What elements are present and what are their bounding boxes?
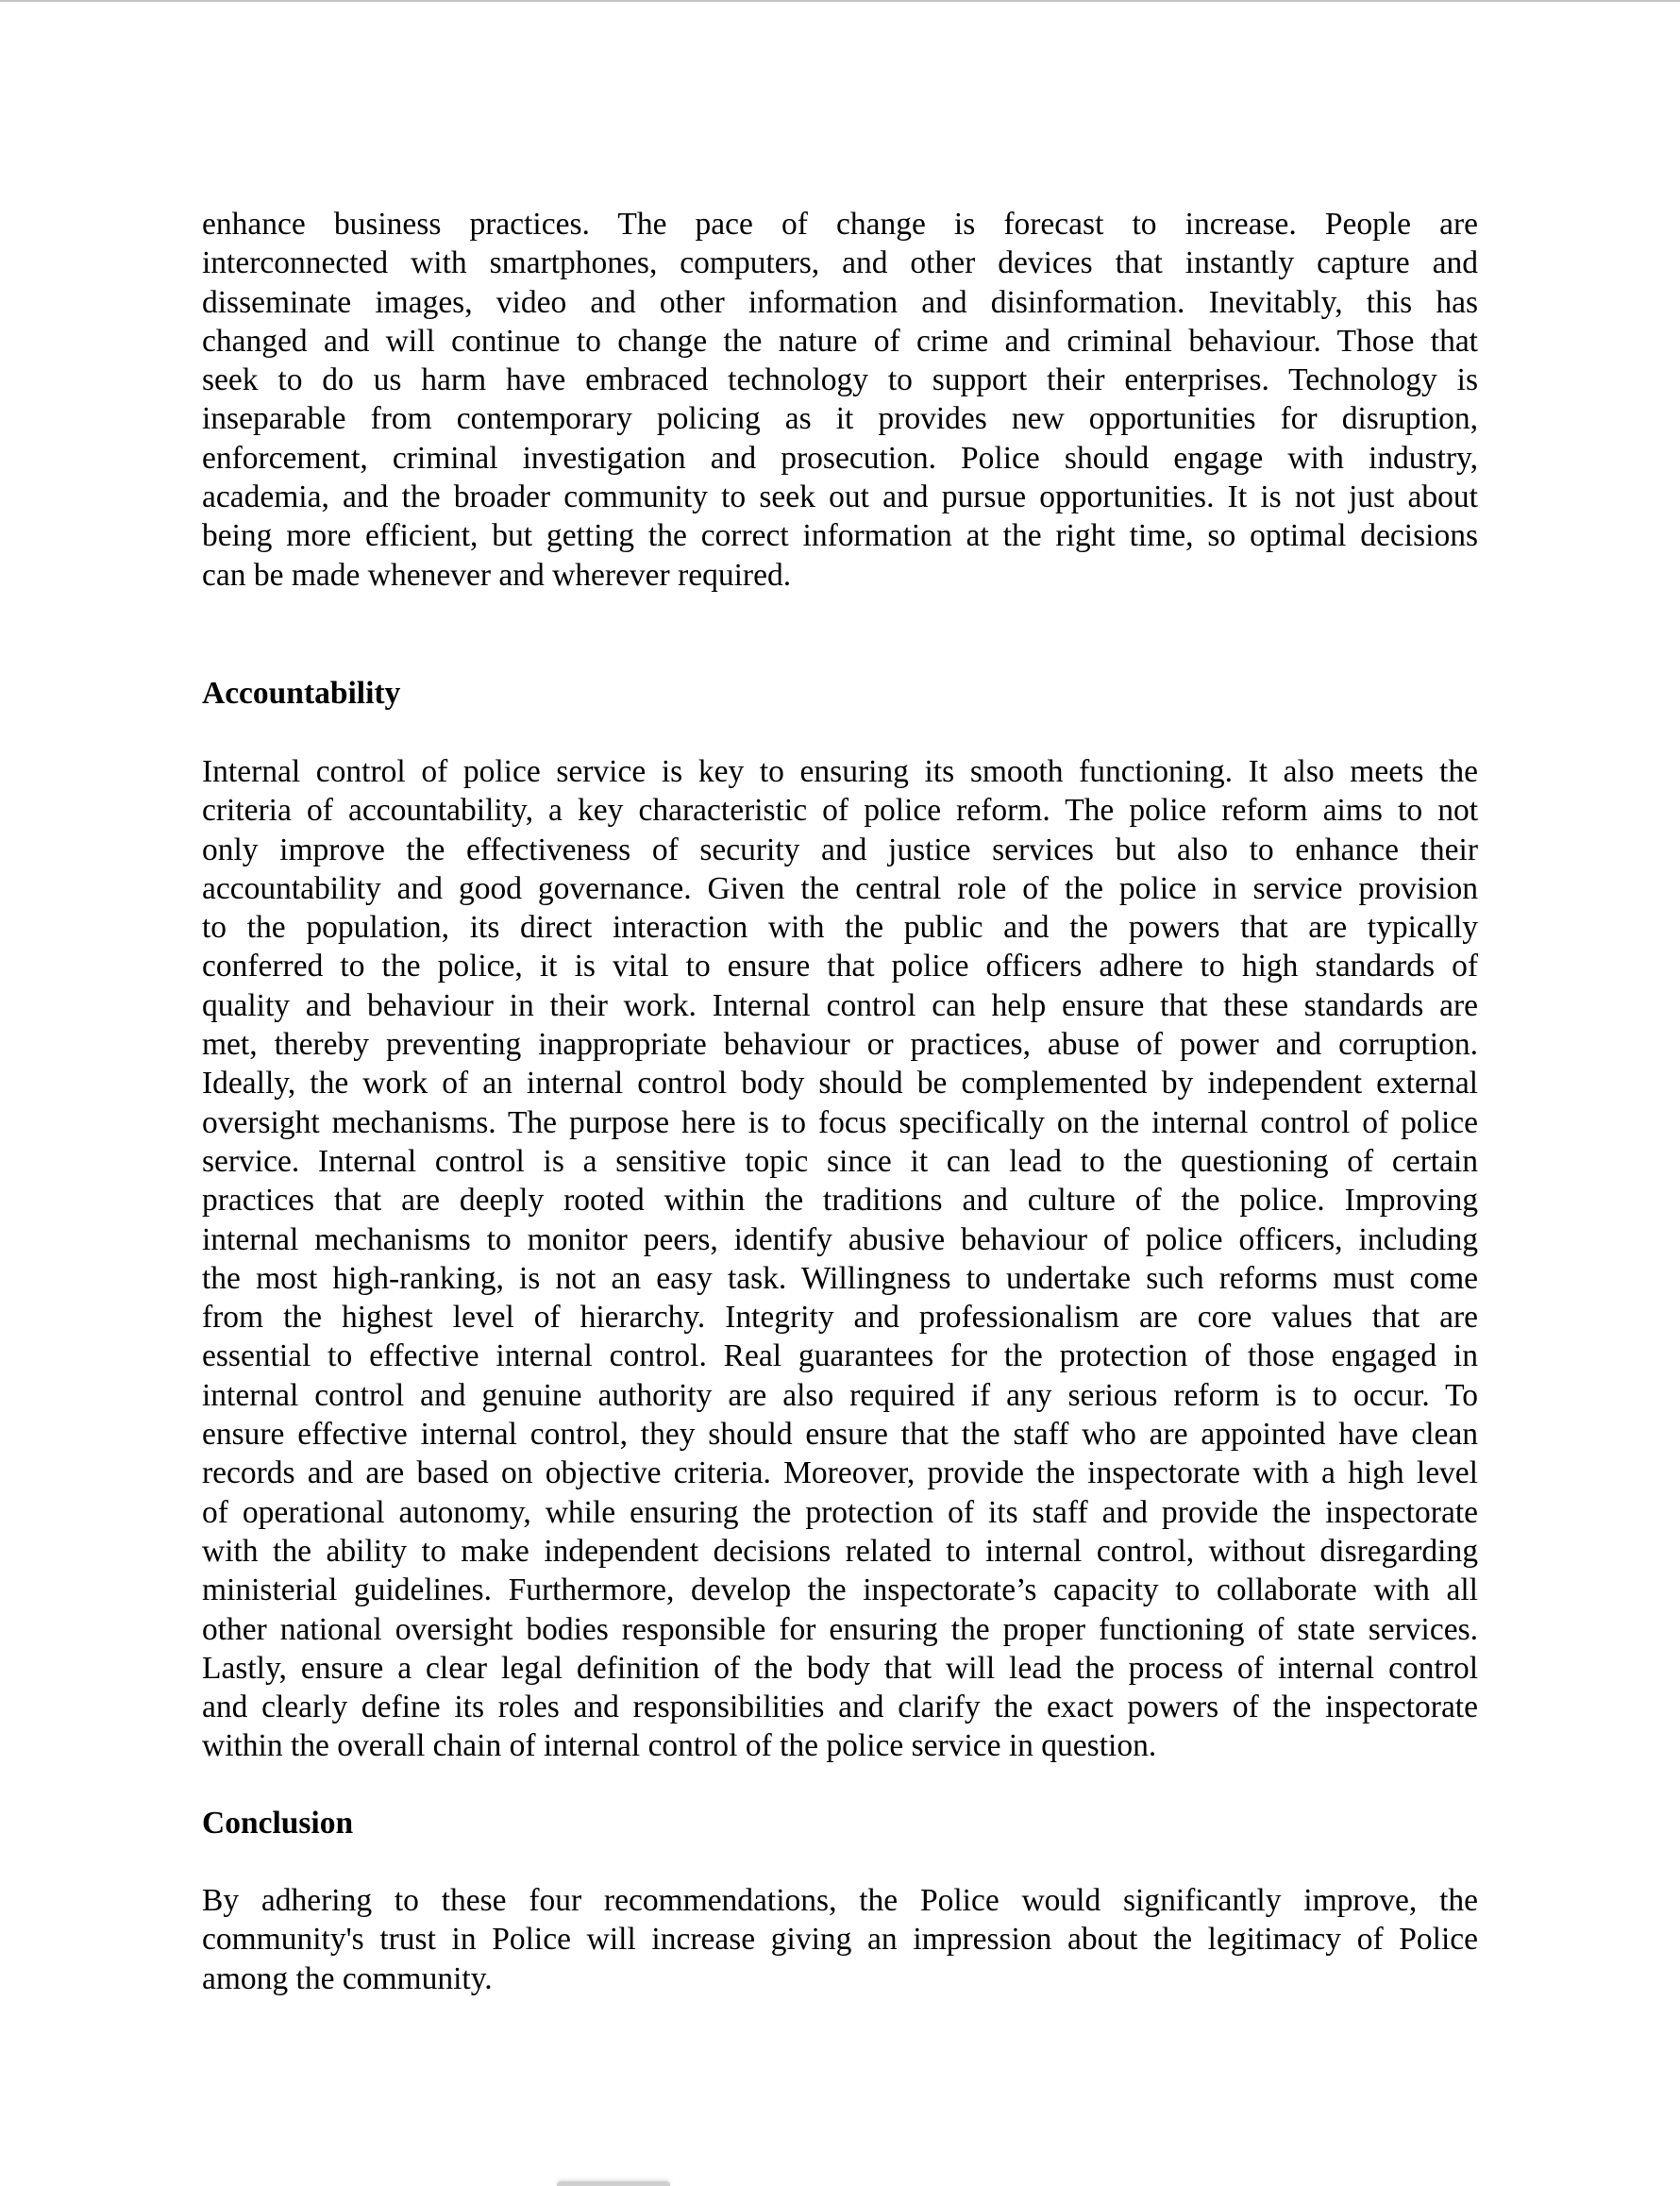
accountability-paragraph: [202, 752, 1478, 1766]
section-heading: Conclusion: [202, 1806, 354, 1841]
paragraph-line: among the community.: [202, 1960, 493, 1996]
paragraph-line: met, thereby preventing inappropriate behaviour or practices, abuse of power and corruption.: [202, 1027, 1478, 1063]
paragraph-line: community's trust in Police will increase giving an impression about the legitimacy of Police: [202, 1922, 1478, 1958]
paragraph-line: Lastly, ensure a clear legal definition of the body that will lead the process of internal control: [202, 1650, 1478, 1686]
paragraph-line: internal mechanisms to monitor peers, identify abusive behaviour of police officers, including: [202, 1221, 1478, 1257]
scroll-handle[interactable]: [557, 2181, 670, 2186]
paragraph-line: being more efficient, but getting the correct information at the right time, so optimal decisions: [202, 518, 1478, 554]
paragraph-line: interconnected with smartphones, computers, and other devices that instantly capture and: [202, 245, 1478, 281]
paragraph-line: academia, and the broader community to seek out and pursue opportunities. It is not just about: [202, 479, 1478, 515]
paragraph-line: Ideally, the work of an internal control body should be complemented by independent external: [202, 1066, 1478, 1101]
paragraph-line: records and are based on objective criteria. Moreover, provide the inspectorate with a high level: [202, 1455, 1478, 1491]
paragraph-line: ministerial guidelines. Furthermore, develop the inspectorate’s capacity to collaborate with all: [202, 1572, 1478, 1608]
paragraph-line: to the population, its direct interaction with the public and the powers that are typically: [202, 910, 1478, 946]
paragraph-line: and clearly define its roles and responsibilities and clarify the exact powers of the inspectorate: [202, 1690, 1478, 1725]
paragraph-line: other national oversight bodies responsible for ensuring the proper functioning of state services.: [202, 1611, 1478, 1647]
paragraph-line: the most high-ranking, is not an easy task. Willingness to undertake such reforms must come: [202, 1260, 1478, 1296]
paragraph-line: By adhering to these four recommendations, the Police would significantly improve, the: [202, 1883, 1478, 1918]
paragraph-line: enhance business practices. The pace of change is forecast to increase. People are: [202, 207, 1478, 242]
paragraph-line: service. Internal control is a sensitive topic since it can lead to the questioning of certain: [202, 1143, 1478, 1179]
paragraph-line: practices that are deeply rooted within the traditions and culture of the police. Improving: [202, 1183, 1478, 1219]
paragraph-line: ensure effective internal control, they should ensure that the staff who are appointed have clean: [202, 1417, 1478, 1453]
paragraph-line: changed and will continue to change the nature of crime and criminal behaviour. Those that: [202, 323, 1478, 359]
paragraph-line: disseminate images, video and other information and disinformation. Inevitably, this has: [202, 284, 1478, 320]
section-heading: Accountability: [202, 676, 401, 711]
conclusion-paragraph: [202, 1881, 1478, 1998]
paragraph-line: of operational autonomy, while ensuring the protection of its staff and provide the inspectorate: [202, 1494, 1478, 1530]
intro-paragraph: [202, 205, 1478, 595]
paragraph-line: enforcement, criminal investigation and prosecution. Police should engage with industry,: [202, 440, 1478, 476]
paragraph-line: only improve the effectiveness of security and justice services but also to enhance their: [202, 832, 1478, 867]
paragraph-line: within the overall chain of internal control of the police service in question.: [202, 1728, 1157, 1764]
paragraph-line: with the ability to make independent decisions related to internal control, without disregarding: [202, 1533, 1478, 1569]
paragraph-line: from the highest level of hierarchy. Integrity and professionalism are core values that are: [202, 1300, 1478, 1336]
paragraph-line: oversight mechanisms. The purpose here is to focus specifically on the internal control of police: [202, 1104, 1478, 1140]
paragraph-line: internal control and genuine authority are also required if any serious reform is to occur. To: [202, 1377, 1478, 1413]
accountability-section: [202, 674, 1478, 713]
paragraph-line: Internal control of police service is key to ensuring its smooth functioning. It also meets the: [202, 754, 1478, 789]
paragraph-line: accountability and good governance. Given the central role of the police in service provision: [202, 870, 1478, 906]
paragraph-line: criteria of accountability, a key characteristic of police reform. The police reform aims to not: [202, 793, 1478, 829]
conclusion-section: [202, 1804, 1478, 1842]
paragraph-line: can be made whenever and wherever required.: [202, 557, 792, 593]
paragraph-line: quality and behaviour in their work. Internal control can help ensure that these standards are: [202, 987, 1478, 1023]
paragraph-line: essential to effective internal control. Real guarantees for the protection of those engaged in: [202, 1338, 1478, 1374]
paragraph-line: seek to do us harm have embraced technology to support their enterprises. Technology is: [202, 362, 1478, 398]
paragraph-line: conferred to the police, it is vital to ensure that police officers adhere to high standards of: [202, 949, 1478, 984]
paragraph-line: inseparable from contemporary policing as it provides new opportunities for disruption,: [202, 401, 1478, 437]
